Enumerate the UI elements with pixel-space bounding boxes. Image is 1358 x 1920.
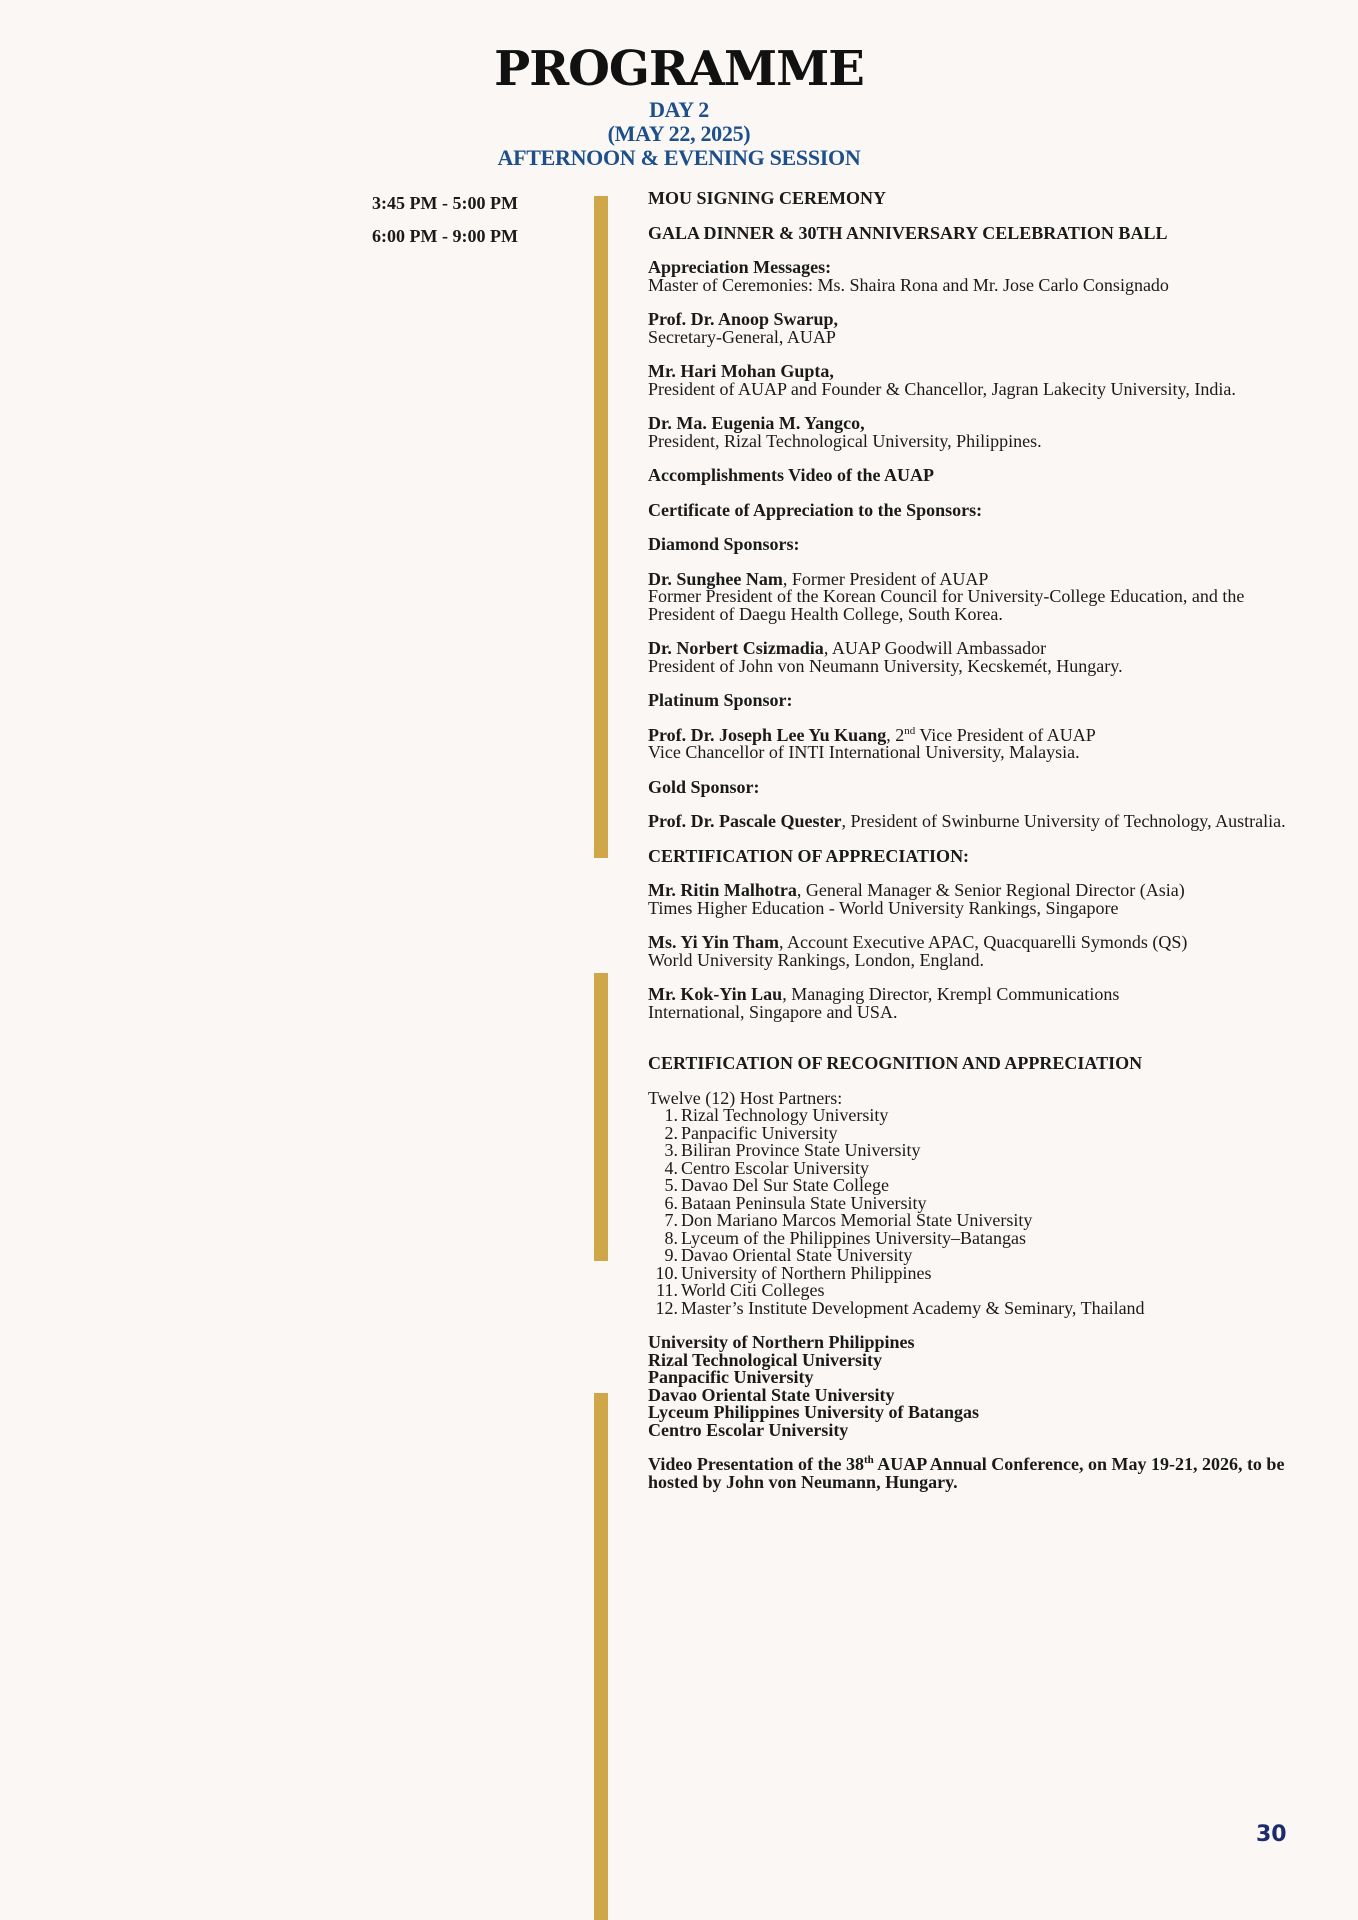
list-item [648,1282,1298,1300]
gold-sponsor [648,813,1298,831]
list-item [648,1177,1298,1195]
sponsor-detail: Vice Chancellor of INTI International University, Malaysia. [648,742,1080,762]
speaker-detail: Secretary-General, AUAP [648,326,836,347]
recipient-name: Mr. Kok-Yin Lau [648,984,783,1004]
speaker-detail: President of AUAP and Founder & Chancellor, Jagran Lakecity University, India. [648,378,1236,399]
list-number: 6. [664,1192,678,1213]
diamond-sponsor [648,640,1298,675]
video-presentation [648,1456,1298,1491]
sponsor-detail: , President of Swinburne University of Technology, Australia. [841,811,1286,831]
host-name: World Citi Colleges [681,1280,825,1300]
recipient-detail: Times Higher Education - World University Rankings, Singapore [648,897,1119,918]
list-item [648,1212,1298,1230]
host-name: University of Northern Philippines [681,1262,932,1283]
university-name: Davao Oriental State University [648,1384,895,1405]
sponsor-name: Dr. Norbert Csizmadia [648,638,824,658]
appreciation-heading: Appreciation Messages: [648,257,832,277]
list-number: 9. [664,1245,678,1265]
host-name: Rizal Technology University [681,1105,889,1125]
list-number: 4. [664,1157,678,1178]
gold-heading: Gold Sponsor: [648,776,760,797]
cert-sponsors-heading: Certificate of Appreciation to the Sponsors: [648,499,983,520]
recipient-title: , General Manager & Senior Regional Director (Asia) [796,880,1185,900]
list-number: 11. [656,1280,678,1300]
university-name: Rizal Technological University [648,1349,882,1370]
ordinal-suffix: nd [904,724,916,737]
host-name: Lyceum of the Philippines University–Batangas [681,1227,1026,1248]
video-text: Video Presentation of the 38 [648,1454,864,1474]
host-name: Davao Del Sur State College [681,1175,889,1195]
timeline-bar-3 [594,1393,608,1920]
appreciation-recipient [648,986,1298,1021]
list-item [648,1297,1298,1318]
appreciation-messages [648,259,1298,294]
recipient-detail: World University Rankings, London, England. [648,949,985,970]
list-number: 2. [664,1122,678,1143]
speaker-item [648,311,1298,346]
host-name: Davao Oriental State University [681,1245,913,1265]
cert-recognition-heading: CERTIFICATION OF RECOGNITION AND APPRECIATION [648,1053,1143,1073]
host-name: Bataan Peninsula State University [681,1192,927,1213]
list-number: 8. [664,1227,678,1248]
recipient-title: , Managing Director, Krempl Communications [782,984,1120,1004]
host-name: Master’s Institute Development Academy & Seminary, Thailand [681,1297,1145,1318]
speaker-name: Prof. Dr. Anoop Swarup, [648,309,839,329]
sponsor-name: Prof. Dr. Pascale Quester [648,811,842,831]
speaker-item [648,415,1298,450]
sponsor-title: , 2 [886,724,905,745]
list-item [648,1107,1298,1125]
programme-header [0,40,1358,170]
host-name: Don Mariano Marcos Memorial State University [681,1210,1033,1230]
university-name: University of Northern Philippines [648,1332,915,1352]
timeline-bar-1 [594,196,608,858]
sponsor-title: , Former President of AUAP [782,568,989,589]
list-item [648,1247,1298,1265]
recipient-title: , Account Executive APAC, Quacquarelli Symonds (QS) [779,932,1188,952]
sponsor-name: Dr. Sunghee Nam [648,568,783,589]
mou-item: MOU SIGNING CEREMONY [648,188,887,208]
host-partners-lead: Twelve (12) Host Partners: [648,1087,843,1108]
diamond-sponsor [648,568,1298,624]
university-name: Lyceum Philippines University of Batangas [648,1402,980,1422]
sponsor-title-rest: Vice President of AUAP [915,724,1096,745]
recipient-name: Ms. Yi Yin Tham [648,932,780,952]
time-slot-mou: 3:45 PM - 5:00 PM [372,193,518,213]
list-number: 5. [664,1175,678,1195]
recipient-name: Mr. Ritin Malhotra [648,880,797,900]
speaker-name: Mr. Hari Mohan Gupta, [648,361,834,381]
page-number: 30 [1256,1822,1287,1847]
host-name: Panpacific University [681,1122,838,1143]
recipient-detail: International, Singapore and USA. [648,1001,898,1022]
date-label: (MAY 22, 2025) [607,121,751,146]
list-number: 12. [655,1297,678,1318]
sponsor-detail: Former President of the Korean Council for University-College Education, and the President of Daegu Health College, South Korea. [648,586,1245,624]
list-item [648,1142,1298,1160]
video-text-rest: AUAP Annual Conference, on May 19-21, 2026, to be hosted by John von Neumann, Hungary. [648,1454,1285,1492]
cert-appreciation-heading: CERTIFICATION OF APPRECIATION: [648,845,970,866]
host-partners-list [648,1087,1298,1318]
list-number: 7. [664,1210,678,1230]
list-number: 10. [655,1262,678,1283]
speaker-item [648,363,1298,398]
platinum-heading: Platinum Sponsor: [648,690,793,710]
page-title: PROGRAMME [494,41,864,97]
video-auap: Accomplishments Video of the AUAP [648,465,934,485]
appreciation-recipient [648,934,1298,969]
host-name: Centro Escolar University [681,1157,869,1178]
diamond-heading: Diamond Sponsors: [648,534,800,554]
sponsor-name: Prof. Dr. Joseph Lee Yu Kuang [648,724,887,745]
sponsor-detail: President of John von Neumann University, Kecskemét, Hungary. [648,655,1123,676]
session-label: AFTERNOON & EVENING SESSION [497,145,861,170]
host-name: Biliran Province State University [681,1140,921,1160]
speaker-name: Dr. Ma. Eugenia M. Yangco, [648,413,865,433]
speaker-detail: President, Rizal Technological University, Philippines. [648,430,1042,451]
appreciation-recipient [648,882,1298,917]
platinum-sponsor [648,724,1298,762]
sponsor-title: , AUAP Goodwill Ambassador [823,638,1047,658]
time-slot-gala: 6:00 PM - 9:00 PM [372,226,518,246]
gala-item: GALA DINNER & 30TH ANNIVERSARY CELEBRATION BALL [648,222,1168,243]
programme-content [648,190,1298,1508]
mc-line: Master of Ceremonies: Ms. Shaira Rona and Mr. Jose Carlo Consignado [648,274,1169,295]
university-name: Centro Escolar University [648,1419,849,1440]
list-number: 1. [664,1105,678,1125]
day-label: DAY 2 [649,97,709,122]
timeline-bar-2 [594,973,608,1261]
recognized-universities [648,1334,1298,1439]
list-number: 3. [664,1140,678,1160]
university-name: Panpacific University [648,1367,814,1387]
ordinal-suffix: th [863,1454,874,1466]
